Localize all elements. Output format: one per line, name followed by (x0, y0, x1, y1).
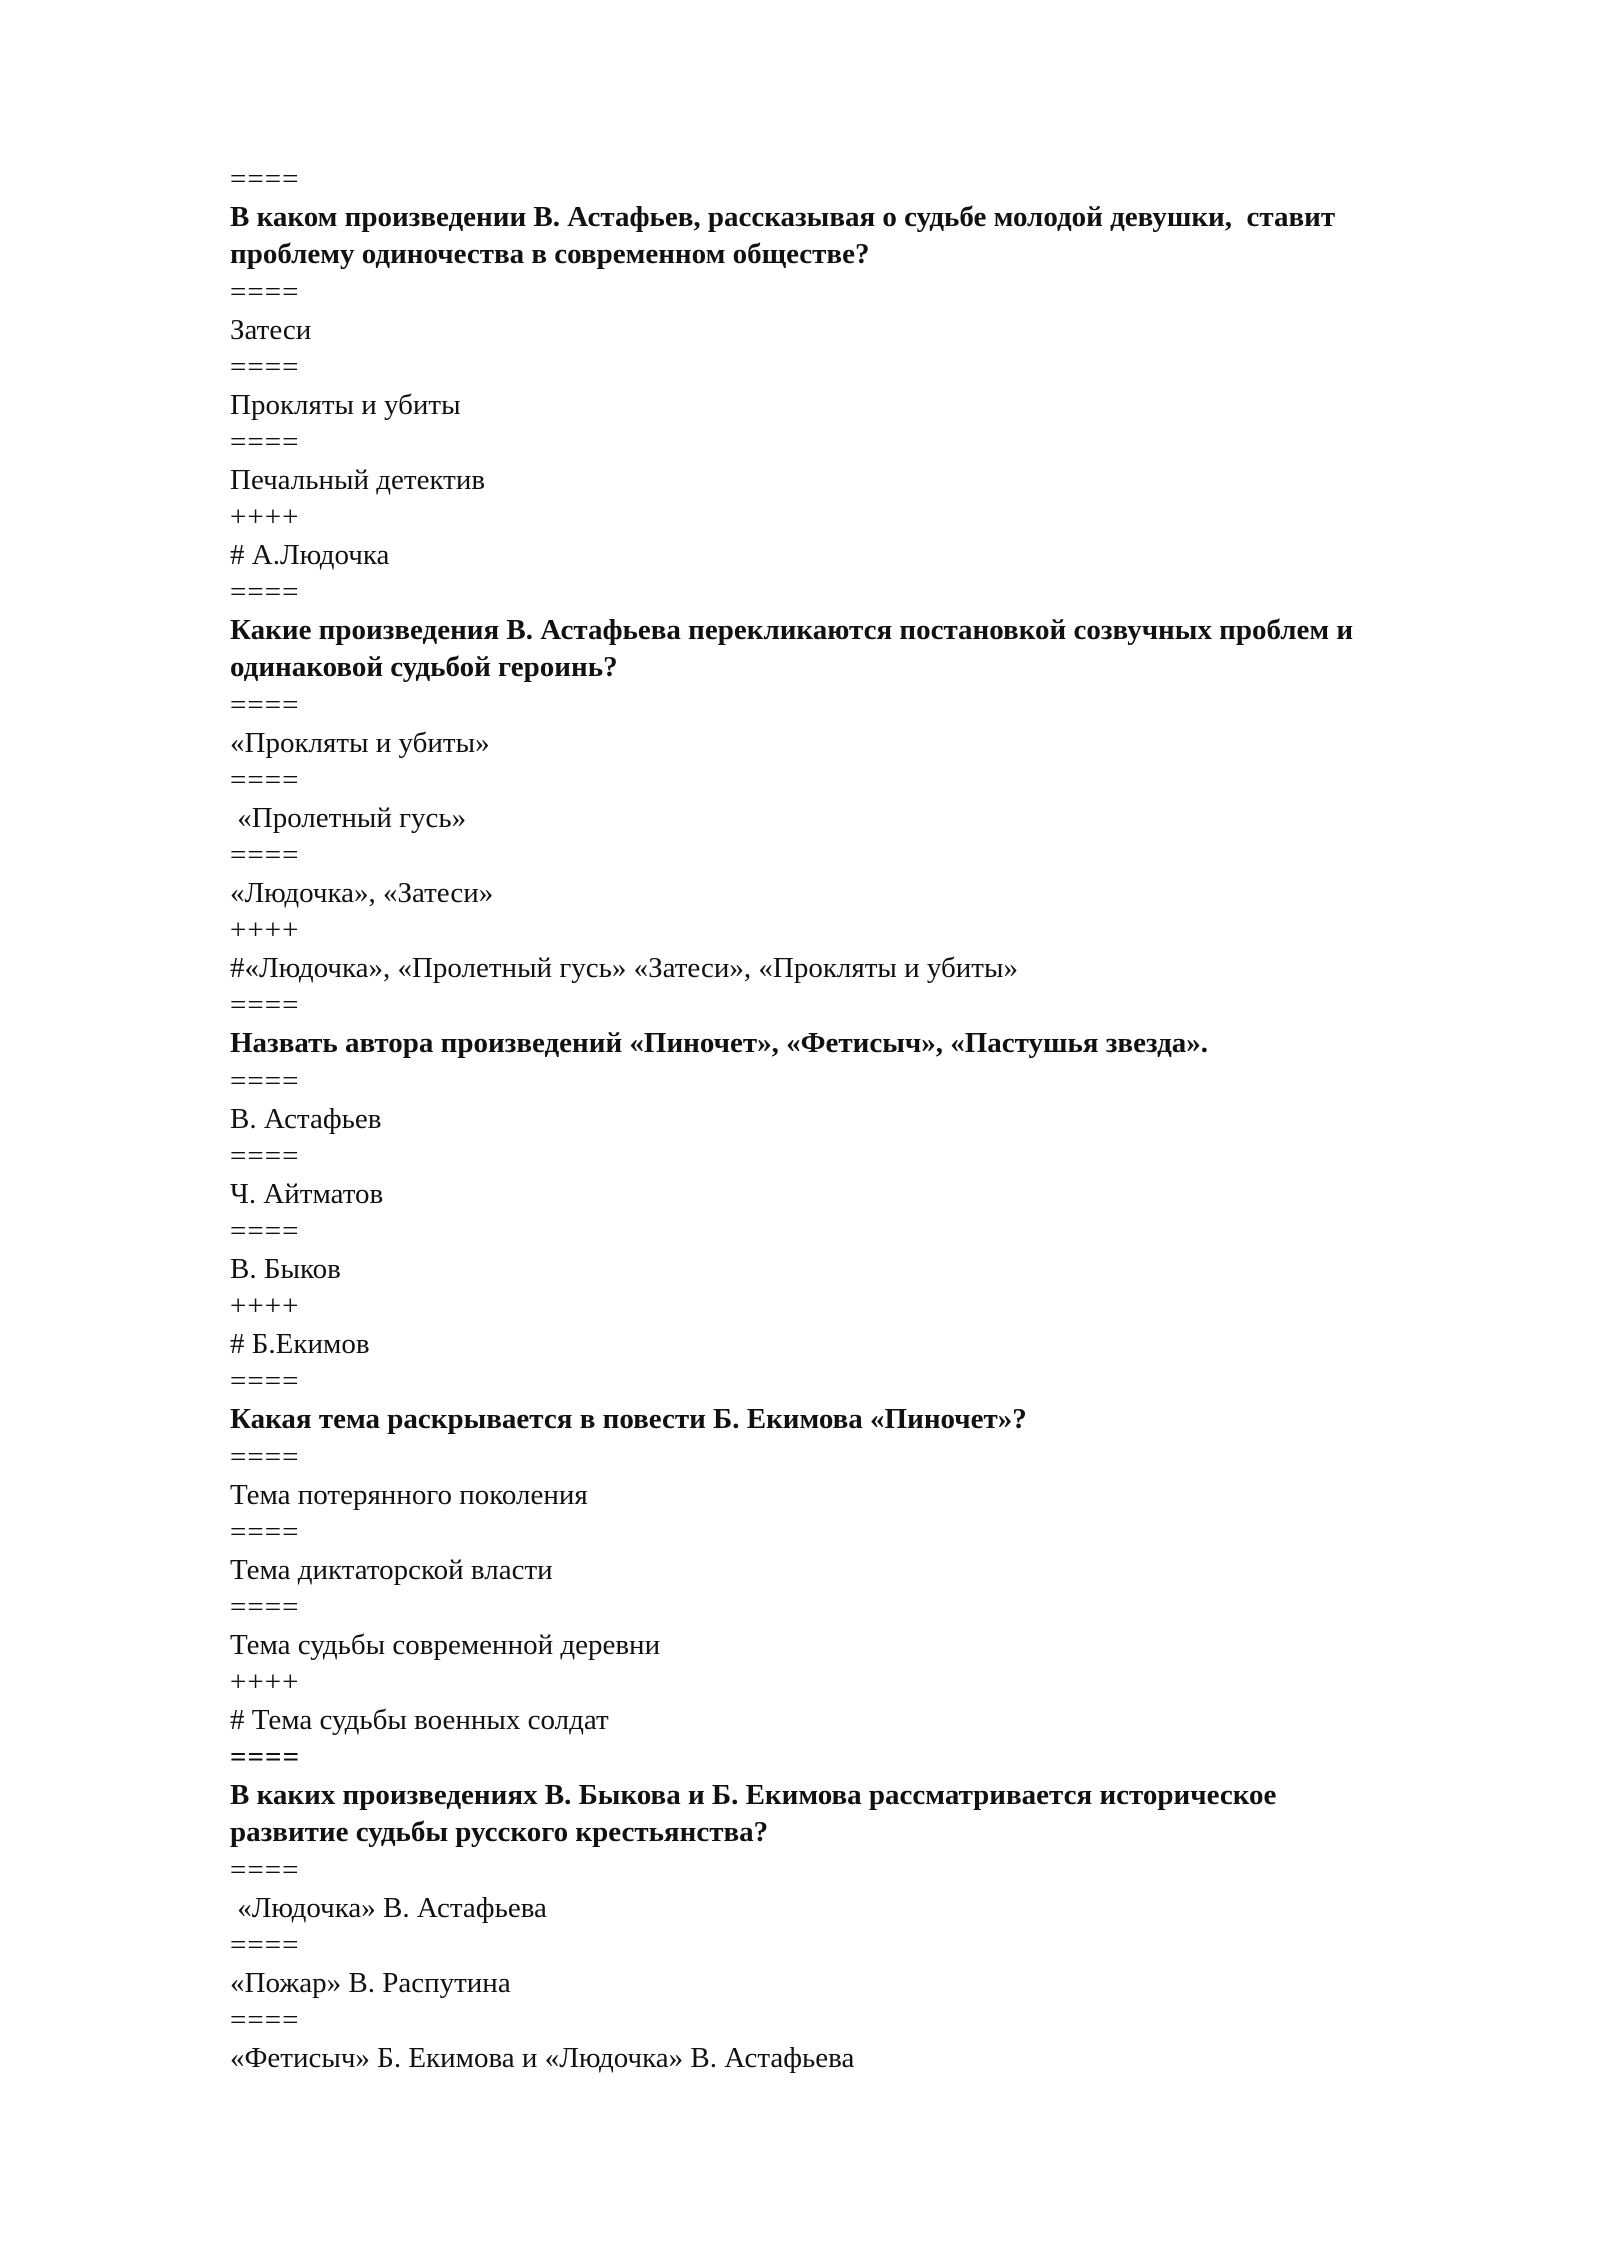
separator-marker: ==== (230, 989, 300, 1021)
separator-marker: ==== (230, 576, 300, 608)
answer-option: Затеси (230, 314, 312, 346)
answer-option: #«Людочка», «Пролетный гусь» «Затеси», «Прокляты и убиты» (230, 952, 1018, 984)
separator-marker: ==== (230, 426, 300, 458)
separator-marker: ==== (230, 163, 300, 195)
separator-marker: ==== (230, 1065, 300, 1097)
separator-marker: ++++ (230, 914, 300, 946)
answer-option: «Людочка» В. Астафьева (230, 1892, 547, 1924)
question-line: проблему одиночества в современном обществе? (230, 238, 870, 270)
question-text (230, 1777, 1530, 1851)
question-line: Какая тема раскрывается в повести Б. Екимова «Пиночет»? (230, 1403, 1027, 1435)
question-text (230, 1401, 1530, 1438)
separator-marker: ==== (230, 1365, 300, 1397)
answer-option: Печальный детектив (230, 464, 486, 496)
question-text (230, 612, 1530, 686)
answer-option: Тема судьбы современной деревни (230, 1629, 661, 1661)
answer-option: «Фетисыч» Б. Екимова и «Людочка» В. Астафьева (230, 2042, 855, 2074)
question-text (230, 1025, 1530, 1062)
question-line: одинаковой судьбой героинь? (230, 651, 618, 683)
separator-marker: ++++ (230, 1290, 300, 1322)
answer-option: # Тема судьбы военных солдат (230, 1704, 609, 1736)
answer-option: # А.Людочка (230, 539, 390, 571)
answer-option: «Пожар» В. Распутина (230, 1967, 511, 1999)
question-line: Назвать автора произведений «Пиночет», «Фетисыч», «Пастушья звезда». (230, 1027, 1208, 1059)
test-questions-body (230, 160, 1530, 2076)
separator-marker: ==== (230, 351, 300, 383)
answer-option: Тема диктаторской власти (230, 1554, 553, 1586)
separator-marker: ==== (230, 1441, 300, 1473)
separator-marker: ==== (230, 1929, 300, 1961)
answer-option: # Б.Екимов (230, 1328, 370, 1360)
separator-marker: ==== (230, 764, 300, 796)
answer-option: В. Астафьев (230, 1103, 382, 1135)
answer-option: Ч. Айтматов (230, 1178, 384, 1210)
separator-marker: ==== (230, 689, 300, 721)
separator-marker: ==== (230, 1140, 300, 1172)
question-line: В каких произведениях В. Быкова и Б. Екимова рассматривается историческое (230, 1779, 1277, 1811)
separator-marker: ==== (230, 1741, 301, 1773)
separator-marker: ++++ (230, 501, 300, 533)
answer-option: В. Быков (230, 1253, 341, 1285)
separator-marker: ++++ (230, 1666, 300, 1698)
question-text (230, 199, 1530, 273)
answer-option: Прокляты и убиты (230, 389, 461, 421)
answer-option: «Пролетный гусь» (230, 802, 467, 834)
separator-marker: ==== (230, 1215, 300, 1247)
separator-marker: ==== (230, 1591, 300, 1623)
separator-marker: ==== (230, 2004, 300, 2036)
question-line: развитие судьбы русского крестьянства? (230, 1816, 769, 1848)
answer-option: «Людочка», «Затеси» (230, 877, 494, 909)
separator-marker: ==== (230, 839, 300, 871)
question-line: В каком произведении В. Астафьев, рассказывая о судьбе молодой девушки, ставит (230, 201, 1336, 233)
question-line: Какие произведения В. Астафьева перекликаются постановкой созвучных проблем и (230, 614, 1354, 646)
answer-option: Тема потерянного поколения (230, 1479, 588, 1511)
separator-marker: ==== (230, 1854, 300, 1886)
answer-option: «Прокляты и убиты» (230, 727, 490, 759)
separator-marker: ==== (230, 276, 300, 308)
separator-marker: ==== (230, 1516, 300, 1548)
